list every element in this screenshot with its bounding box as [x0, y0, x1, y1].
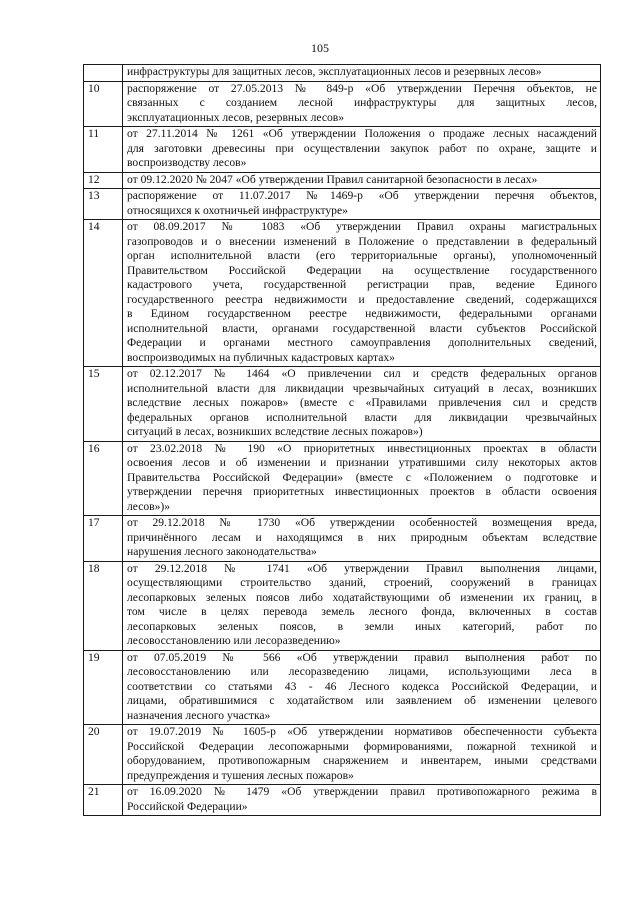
- text-line: утверждении перечня приоритетных инвестиционных проектов в области освоения: [127, 485, 597, 498]
- text-line: от 29.12.2018 № 1741 «Об утверждении Правил выполнения лицами,: [127, 561, 597, 575]
- text-line: нарушения лесного законодательства»: [127, 545, 317, 558]
- table-row: [84, 785, 601, 816]
- text-line: в Едином государственном реестре недвижимости, федеральными органами: [127, 307, 597, 320]
- row-number: 17: [84, 516, 123, 562]
- row-number: 12: [84, 172, 123, 189]
- text-line: лесопарковых зеленых поясов, в земли иных категорий, работ по: [127, 619, 597, 633]
- table-row: [84, 441, 601, 516]
- text-line: от 23.02.2018 № 190 «О приоритетных инвестиционных проектах в области: [127, 441, 597, 455]
- text-line: соответствии со статьями 43 - 46 Лесного кодекса Российской Федерации, и: [127, 679, 597, 693]
- text-line: оборудованием, противопожарным снаряжением и инвентарем, иными средствами: [127, 754, 597, 767]
- text-line: исполнительной власти для ликвидации чрезвычайных ситуаций в лесах, возникших: [127, 381, 597, 395]
- table-row: [84, 561, 601, 650]
- text-line: исполнительной власти, органами государственной власти субъектов Российской: [127, 321, 597, 335]
- table-row: [84, 65, 601, 82]
- text-line: от 29.12.2018 № 1730 «Об утверждении особенностей возмещения вреда,: [127, 516, 597, 529]
- row-number: 21: [84, 785, 123, 816]
- text-line: Правительства Российской Федерации» (вместе с «Положением о подготовке и: [127, 470, 597, 484]
- row-number: 16: [84, 441, 123, 516]
- text-line: от 27.11.2014 № 1261 «Об утверждении Положения о продаже лесных насаждений: [127, 127, 597, 140]
- text-line: от 19.07.2019 № 1605-р «Об утверждении нормативов обеспеченности субъекта: [127, 725, 597, 738]
- act-description: [123, 172, 601, 189]
- row-number: 14: [84, 220, 123, 367]
- text-line: лесовосстановлению или лесоразведению лицами, использующими леса в: [127, 665, 597, 678]
- act-description: [123, 441, 601, 516]
- table-row: [84, 650, 601, 725]
- text-line: ситуаций в лесах, возникших вследствие лесных пожаров»): [127, 425, 423, 438]
- table-row: [84, 189, 601, 220]
- text-line: инфраструктуры для защитных лесов, эксплуатационных лесов и резервных лесов»: [127, 65, 542, 78]
- text-line: предупреждения и тушения лесных пожаров»: [127, 768, 354, 782]
- text-line: распоряжение от 11.07.2017 №1469-р «Об утверждении перечня объектов,: [127, 189, 597, 202]
- table-row: [84, 516, 601, 562]
- row-number: 19: [84, 650, 123, 725]
- text-line: лесов»)»: [127, 499, 171, 513]
- act-description: [123, 561, 601, 650]
- text-line: от 07.05.2019 № 566 «Об утверждении правил выполнения работ по: [127, 650, 597, 664]
- text-line: назначения лесного участка»: [127, 708, 271, 722]
- text-line: для заготовки древесины при осуществлении закупок работ по охране, защите и: [127, 141, 597, 155]
- text-line: кадастрового учета, государственной регистрации прав, ведение Единого: [127, 278, 597, 291]
- text-line: от 08.09.2017 № 1083 «Об утверждении Правил охраны магистральных: [127, 220, 597, 233]
- text-line: эксплуатационных лесов, резервных лесов»: [127, 110, 345, 124]
- text-line: газопроводов и о внесении изменений в Положение о представлении в федеральный: [127, 234, 597, 248]
- act-description: [123, 220, 601, 367]
- row-number: 15: [84, 367, 123, 442]
- table-row: [84, 725, 601, 785]
- act-description: [123, 189, 601, 220]
- text-line: лесовосстановлению или лесоразведению»: [127, 634, 341, 647]
- legal-acts-table: [83, 64, 601, 816]
- text-line: распоряжение от 27.05.2013 № 849-р «Об утверждении Перечня объектов, не: [127, 81, 597, 95]
- text-line: орган исполнительной власти (его территориальные органы), уполномоченный: [127, 249, 597, 262]
- table-row: [84, 172, 601, 189]
- text-line: лицами, обратившимися с ходатайством или заявлением об изменении целевого: [127, 694, 597, 707]
- row-number: [84, 65, 123, 82]
- act-description: [123, 65, 601, 82]
- table-row: [84, 220, 601, 367]
- text-line: воспроизводству лесов»: [127, 156, 247, 169]
- text-line: вследствие лесных пожаров» (вместе с «Правилами привлечения сил и средств: [127, 396, 597, 409]
- act-description: [123, 650, 601, 725]
- text-line: от 16.09.2020 № 1479 «Об утверждении правил противопожарного режима в: [127, 785, 597, 798]
- act-description: [123, 367, 601, 442]
- text-line: том числе в целях перевода земель лесного фонда, включенных в состав: [127, 605, 597, 618]
- text-line: от 02.12.2017 № 1464 «О привлечении сил и средств федеральных органов: [127, 367, 597, 380]
- text-line: Российской Федерации»: [127, 799, 248, 813]
- row-number: 13: [84, 189, 123, 220]
- row-number: 10: [84, 81, 123, 127]
- table-row: [84, 367, 601, 442]
- act-description: [123, 127, 601, 173]
- act-description: [123, 516, 601, 562]
- table-body: [84, 65, 601, 816]
- text-line: осуществляющими строительство зданий, строений, сооружений в границах: [127, 576, 597, 589]
- act-description: [123, 725, 601, 785]
- table-row: [84, 127, 601, 173]
- text-line: относящихся к охотничьей инфраструктуре»: [127, 203, 348, 217]
- text-line: воспроизводимых на публичных кадастровых картах»: [127, 350, 395, 364]
- text-line: освоения лесов и об изменении и признании утратившими силу некоторых актов: [127, 456, 597, 469]
- text-line: от 09.12.2020 № 2047 «Об утверждении Правил санитарной безопасности в лесах»: [127, 172, 538, 186]
- row-number: 20: [84, 725, 123, 785]
- text-line: федеральных органов исполнительной власти для ликвидации чрезвычайных: [127, 410, 597, 424]
- page-number: 105: [311, 41, 329, 55]
- act-description: [123, 81, 601, 127]
- text-line: лесопарковых зеленых поясов либо ходатайствующими об изменении их границ, в: [127, 590, 597, 604]
- act-description: [123, 785, 601, 816]
- row-number: 11: [84, 127, 123, 173]
- text-line: государственного реестра недвижимости и предоставление сведений, содержащихся: [127, 292, 597, 306]
- text-line: причинённого лесам и находящимся в них природным объектам вследствие: [127, 530, 597, 544]
- text-line: связанных с созданием лесной инфраструктуры для защитных лесов,: [127, 96, 597, 109]
- text-line: Федерации и органами местного самоуправления дополнительных сведений,: [127, 336, 597, 349]
- text-line: Правительством Российской Федерации на осуществление государственного: [127, 263, 597, 277]
- text-line: Российской Федерации лесопожарными формированиями, пожарной техникой и: [127, 739, 597, 753]
- table-row: [84, 81, 601, 127]
- row-number: 18: [84, 561, 123, 650]
